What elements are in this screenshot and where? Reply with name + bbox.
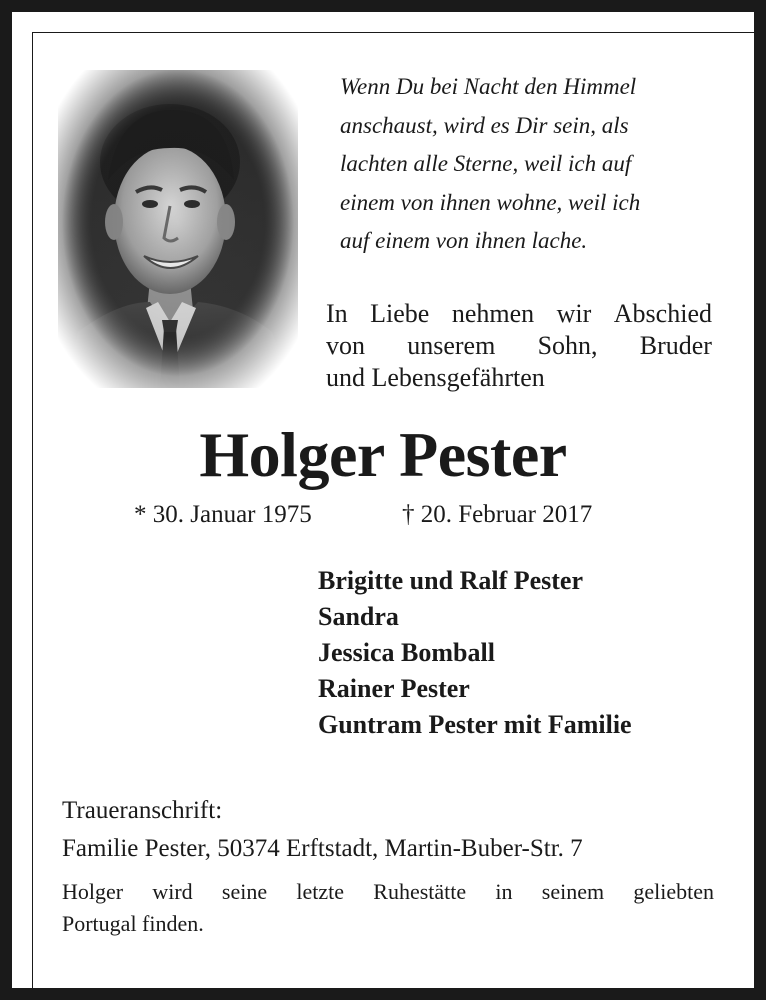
family-member: Guntram Pester mit Familie	[318, 710, 632, 739]
intro-word: Liebe	[370, 299, 430, 328]
closing-word: Holger	[62, 879, 124, 904]
intro-word: Sohn,	[537, 331, 598, 360]
intro-text	[326, 298, 712, 394]
quote-line: anschaust, wird es Dir sein, als	[340, 112, 629, 138]
mourning-address	[62, 792, 722, 868]
deceased-name: Holger Pester	[199, 419, 567, 490]
closing-word: Ruhestätte	[373, 879, 467, 904]
address-value: Familie Pester, 50374 Erftstadt, Martin-Buber-Str. 7	[62, 835, 583, 862]
quote-line: Wenn Du bei Nacht den Himmel	[340, 74, 637, 99]
quote-block	[340, 68, 724, 261]
family-list	[318, 563, 738, 743]
intro-word: Abschied	[613, 299, 712, 328]
closing-word: seine	[221, 879, 268, 904]
portrait-photo	[58, 70, 298, 388]
family-member: Rainer Pester	[318, 674, 470, 703]
death-date: † 20. Februar 2017	[402, 501, 593, 528]
closing-word: wird	[152, 879, 193, 904]
closing-line-1	[62, 876, 714, 908]
intro-word: In	[326, 299, 348, 328]
quote-line: auf einem von ihnen lache.	[340, 228, 588, 253]
quote-line: einem von ihnen wohne, weil ich	[340, 189, 641, 215]
closing-note	[62, 876, 714, 940]
intro-line-3: und Lebensgefährten	[326, 363, 545, 392]
address-label: Traueranschrift:	[62, 797, 223, 824]
closing-word: in	[495, 879, 513, 904]
birth-date: * 30. Januar 1975	[134, 501, 312, 528]
family-member: Sandra	[318, 602, 399, 631]
family-member: Brigitte und Ralf Pester	[318, 566, 584, 595]
quote-line: lachten alle Sterne, weil ich auf	[340, 151, 632, 176]
intro-word: nehmen	[451, 299, 535, 328]
closing-word: seinem	[541, 879, 605, 904]
intro-line-2	[326, 330, 712, 362]
intro-word: unserem	[407, 331, 496, 360]
closing-word: geliebten	[633, 879, 714, 904]
intro-word: Bruder	[639, 331, 712, 360]
closing-word: letzte	[296, 879, 345, 904]
intro-word: wir	[556, 299, 592, 328]
intro-word: von	[326, 331, 365, 360]
family-member: Jessica Bomball	[318, 638, 495, 667]
closing-line-2: Portugal finden.	[62, 911, 204, 936]
intro-line-1	[326, 298, 712, 330]
